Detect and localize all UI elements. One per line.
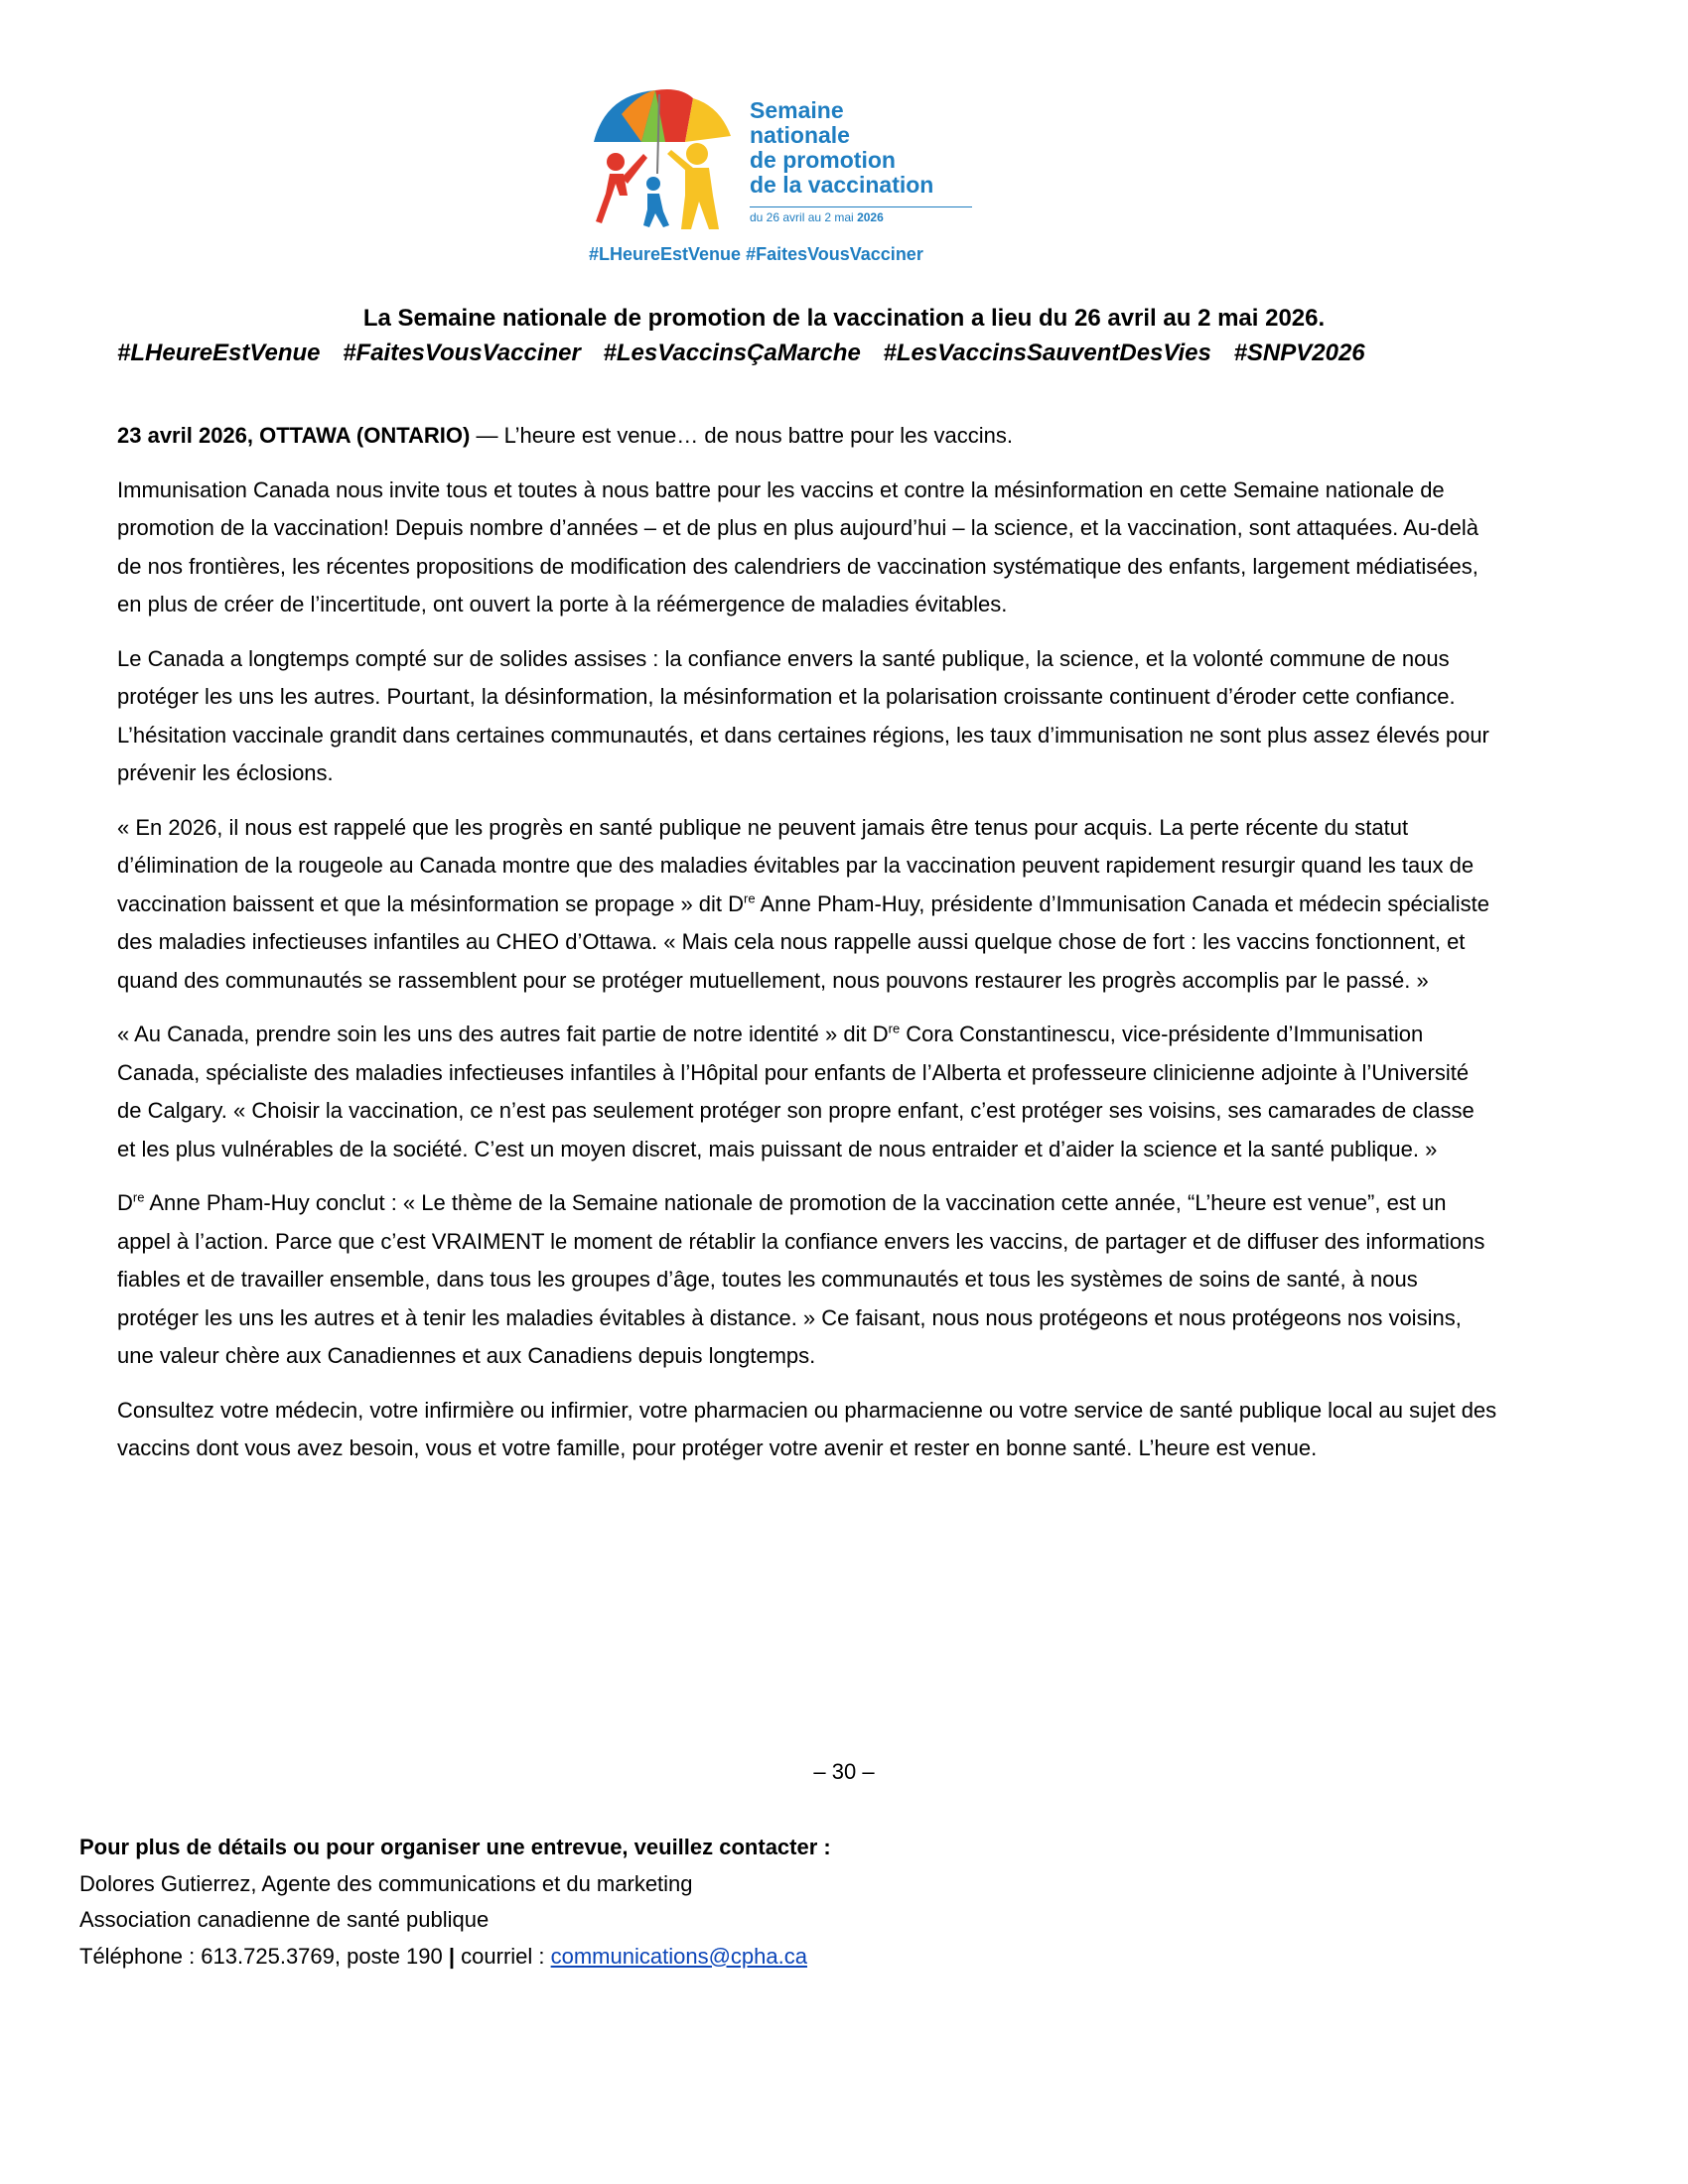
paragraph-text: Anne Pham-Huy conclut : « Le thème de la Semaine nationale de promotion de la vaccination cette année, “L’heure est venue”, est un appel à l’action. Parce que c’est VRAIMENT le moment de rétablir la confiance envers les vaccins, de partager et de diffuser des informations fiables et de travailler ensemble, dans tous les groupes d’âge, toutes les communautés et tous les systèmes de soins de santé, à nous protéger les uns les autres et à tenir les maladies évitables à distance. » Ce faisant, nous nous protégeons et nous protégeons nos voisins, une valeur chère aux Canadiennes et aux Canadiens depuis longtemps. [117, 1190, 1485, 1368]
dateline: 23 avril 2026, OTTAWA (ONTARIO) [117, 423, 471, 448]
paragraph-text: Anne Pham-Huy, présidente d’Immunisation Canada et médecin spécialiste des maladies infectieuses infantiles au CHEO d’Ottawa. « Mais cela nous rappelle aussi quelque chose de fort : les vaccins fonctionnent, et quand des communautés se rassemblent pour se protéger mutuellement, nous pouvons restaurer les progrès accomplis par le passé. » [117, 890, 1490, 993]
paragraph-text: D [117, 1190, 133, 1215]
title-superscript: re [132, 1189, 145, 1205]
quote-paragraph [117, 1016, 1497, 1168]
logo-wordmark [750, 98, 933, 198]
contact-details [79, 1939, 831, 1976]
lead-paragraph [117, 417, 1497, 456]
contact-name: Dolores Gutierrez, Agente des communications et du marketing [79, 1870, 693, 1896]
hashtag: #LesVaccinsSauventDesVies [883, 340, 1211, 366]
contact-heading: Pour plus de détails ou pour organiser une entrevue, veuillez contacter : [79, 1835, 831, 1859]
hashtag-line [117, 340, 1577, 367]
logo-dates-year: 2026 [857, 210, 884, 224]
logo-hashtags: #LHeureEstVenue #FaitesVousVacciner [589, 244, 923, 264]
campaign-logo [586, 84, 1003, 268]
end-mark: – 30 – [813, 1759, 875, 1784]
lead-text: — L’heure est venue… de nous battre pour les vaccins. [470, 423, 1013, 448]
contact-phone: Téléphone : 613.725.3769, poste 190 [79, 1943, 449, 1969]
paragraph-text: « En 2026, il nous est rappelé que les progrès en santé publique ne peuvent jamais être tenus pour acquis. La perte récente du statut d’élimination de la rougeole au Canada montre que des maladies évitables par la vaccination peuvent rapidement resurgir quand les taux de vaccination baissent et que la mésinformation se propage » dit D [117, 814, 1475, 916]
logo-dates [750, 210, 884, 224]
headline: La Semaine nationale de promotion de la vaccination a lieu du 26 avril au 2 mai 2026. [362, 305, 1326, 332]
logo-line: nationale [750, 122, 850, 148]
paragraph: Le Canada a longtemps compté sur de solides assises : la confiance envers la santé publique, la science, et la volonté commune de nous protéger les uns les autres. Pourtant, la désinformation, la mésinformation et la polarisation croissante continuent d’éroder cette confiance. L’hésitation vaccinale grandit dans certaines communautés, et dans certaines régions, les taux d’immunisation ne sont plus assez élevés pour prévenir les éclosions. [117, 645, 1489, 785]
paragraph: Immunisation Canada nous invite tous et toutes à nous battre pour les vaccins et contre la mésinformation en cette Semaine nationale de promotion de la vaccination! Depuis nombre d’années – et de plus en plus aujourd’hui – la science, et la vaccination, sont attaquées. Au-delà de nos frontières, les récentes propositions de modification des calendriers de vaccination systématique des enfants, largement médiatisées, en plus de créer de l’incertitude, ont ouvert la porte à la réémergence de maladies évitables. [117, 477, 1478, 616]
contact-email-label: courriel : [455, 1943, 551, 1969]
contact-email-link[interactable]: communications@cpha.ca [550, 1943, 807, 1969]
contact-separator: | [448, 1943, 456, 1969]
contact-block [79, 1830, 831, 1975]
umbrella-family-logo-icon [586, 84, 750, 233]
hashtag: #SNPV2026 [1233, 340, 1365, 366]
logo-line: de la vaccination [750, 172, 934, 198]
logo-line: Semaine [750, 97, 844, 123]
quote-paragraph [117, 1184, 1497, 1376]
logo-line: de promotion [750, 147, 896, 173]
contact-organization: Association canadienne de santé publique [79, 1907, 490, 1932]
hashtag: #LHeureEstVenue [117, 340, 321, 366]
hashtag: #LesVaccinsÇaMarche [603, 340, 861, 366]
title-superscript: re [744, 890, 756, 906]
paragraph-text: « Au Canada, prendre soin les uns des autres fait partie de notre identité » dit D [117, 1022, 889, 1046]
logo-divider [750, 206, 972, 207]
closing-paragraph: Consultez votre médecin, votre infirmière ou infirmier, votre pharmacien ou pharmacienne ou votre service de santé publique local au sujet des vaccins dont vous avez besoin, vous et votre famille, pour protéger votre avenir et rester en bonne santé. L’heure est venue. [117, 1397, 1497, 1460]
logo-dates-prefix: du 26 avril au 2 mai [750, 210, 854, 224]
paragraph-text: Cora Constantinescu, vice-présidente d’Immunisation Canada, spécialiste des maladies infectieuses infantiles à l’Hôpital pour enfants de l’Alberta et professeure clinicienne adjointe à l’Université de Calgary. « Choisir la vaccination, ce n’est pas seulement protéger son propre enfant, c’est protéger ses voisins, ses camarades de classe et les plus vulnérables de la société. C’est un moyen discret, mais puissant de nous entraider et d’aider la science et la santé publique. » [117, 1022, 1475, 1161]
press-release-body [117, 417, 1497, 1484]
title-superscript: re [888, 1021, 901, 1036]
quote-paragraph [117, 809, 1497, 1001]
hashtag: #FaitesVousVacciner [343, 340, 581, 366]
